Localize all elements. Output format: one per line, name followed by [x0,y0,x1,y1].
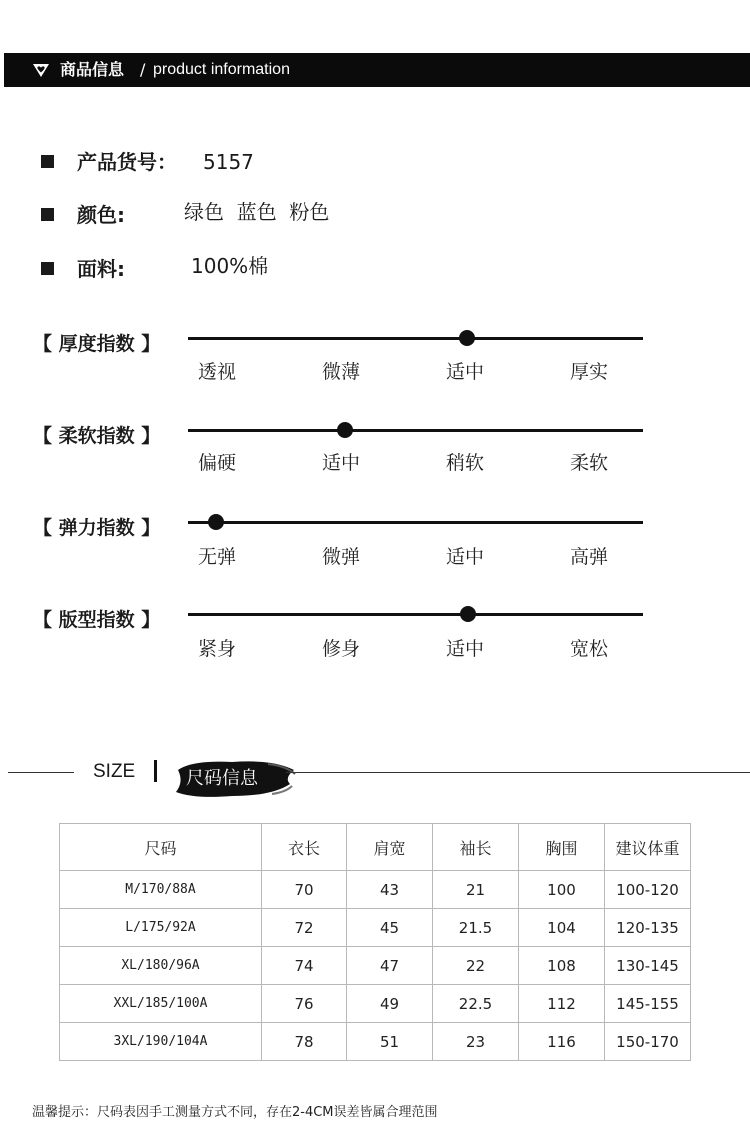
table-cell: 22.5 [433,985,519,1023]
index-title-elasticity: 【 弹力指数 】 [33,517,161,539]
header-title-cn: 商品信息 [60,60,125,79]
index-marker-softness [337,422,353,438]
table-cell: 43 [347,871,433,909]
table-cell: 120-135 [605,909,691,947]
table-cell: 100 [519,871,605,909]
info-label-fabric: 面料: [77,257,125,281]
table-cell: 45 [347,909,433,947]
table-row [60,871,691,909]
index-title-thickness: 【 厚度指数 】 [33,333,161,355]
index-track [188,613,643,616]
table-cell: 23 [433,1023,519,1061]
size-section-title: 尺码信息 [186,768,258,789]
table-row [60,1023,691,1061]
index-option: 柔软 [570,452,609,474]
table-cell: 100-120 [605,871,691,909]
info-bullet [41,155,54,168]
index-option: 紧身 [198,638,237,660]
index-option: 适中 [446,638,485,660]
column-header: 衣长 [262,824,347,871]
header-separator: / [140,60,146,79]
index-track [188,429,643,432]
table-cell: 49 [347,985,433,1023]
column-header: 袖长 [433,824,519,871]
info-value-color: 绿色 蓝色 粉色 [184,200,330,224]
table-cell: XL/180/96A [60,947,262,985]
index-option: 无弹 [198,546,237,568]
table-cell: 3XL/190/104A [60,1023,262,1061]
column-header: 肩宽 [347,824,433,871]
info-bullet [41,208,54,221]
index-option: 修身 [322,638,361,660]
info-label-color: 颜色: [77,203,125,227]
table-cell: 112 [519,985,605,1023]
index-marker-fit [460,606,476,622]
size-table [59,823,691,1061]
header-title-en: product information [153,61,290,78]
index-option: 透视 [198,361,237,383]
divider [8,772,74,773]
index-title-softness: 【 柔软指数 】 [33,425,161,447]
table-cell: XXL/185/100A [60,985,262,1023]
table-cell: 104 [519,909,605,947]
index-track [188,337,643,340]
table-cell: 70 [262,871,347,909]
info-value-fabric: 100%棉 [191,254,269,278]
index-marker-elasticity [208,514,224,530]
table-row [60,947,691,985]
index-option: 偏硬 [198,452,237,474]
index-option: 宽松 [570,638,609,660]
column-header: 建议体重 [605,824,691,871]
info-bullet [41,262,54,275]
table-cell: 21.5 [433,909,519,947]
index-option: 适中 [322,452,361,474]
table-cell: 51 [347,1023,433,1061]
table-cell: 116 [519,1023,605,1061]
table-cell: 108 [519,947,605,985]
index-option: 适中 [446,546,485,568]
header-bar [4,53,750,87]
table-cell: 74 [262,947,347,985]
index-option: 微薄 [322,361,361,383]
index-option: 适中 [446,361,485,383]
index-marker-thickness [459,330,475,346]
table-cell: 150-170 [605,1023,691,1061]
size-label: SIZE [93,761,136,782]
index-option: 微弹 [322,546,361,568]
index-option: 厚实 [570,361,609,383]
column-header: 胸围 [519,824,605,871]
index-title-fit: 【 版型指数 】 [33,609,161,631]
info-label-item-no: 产品货号： [77,150,177,174]
column-header: 尺码 [60,824,262,871]
table-cell: 76 [262,985,347,1023]
table-cell: 145-155 [605,985,691,1023]
info-value-item-no: 5157 [203,150,254,174]
index-option: 高弹 [570,546,609,568]
index-option: 稍软 [446,452,485,474]
index-track [188,521,643,524]
table-cell: 72 [262,909,347,947]
heart-badge-icon [32,62,50,78]
table-cell: 47 [347,947,433,985]
table-header-row [60,824,691,871]
table-cell: L/175/92A [60,909,262,947]
table-cell: 130-145 [605,947,691,985]
table-cell: 22 [433,947,519,985]
divider [154,760,157,782]
table-cell: 78 [262,1023,347,1061]
table-row [60,985,691,1023]
table-row [60,909,691,947]
table-cell: 21 [433,871,519,909]
table-cell: M/170/88A [60,871,262,909]
size-note: 温馨提示：尺码表因手工测量方式不同，存在2-4CM误差皆属合理范围 [32,1105,438,1120]
divider [286,772,750,773]
